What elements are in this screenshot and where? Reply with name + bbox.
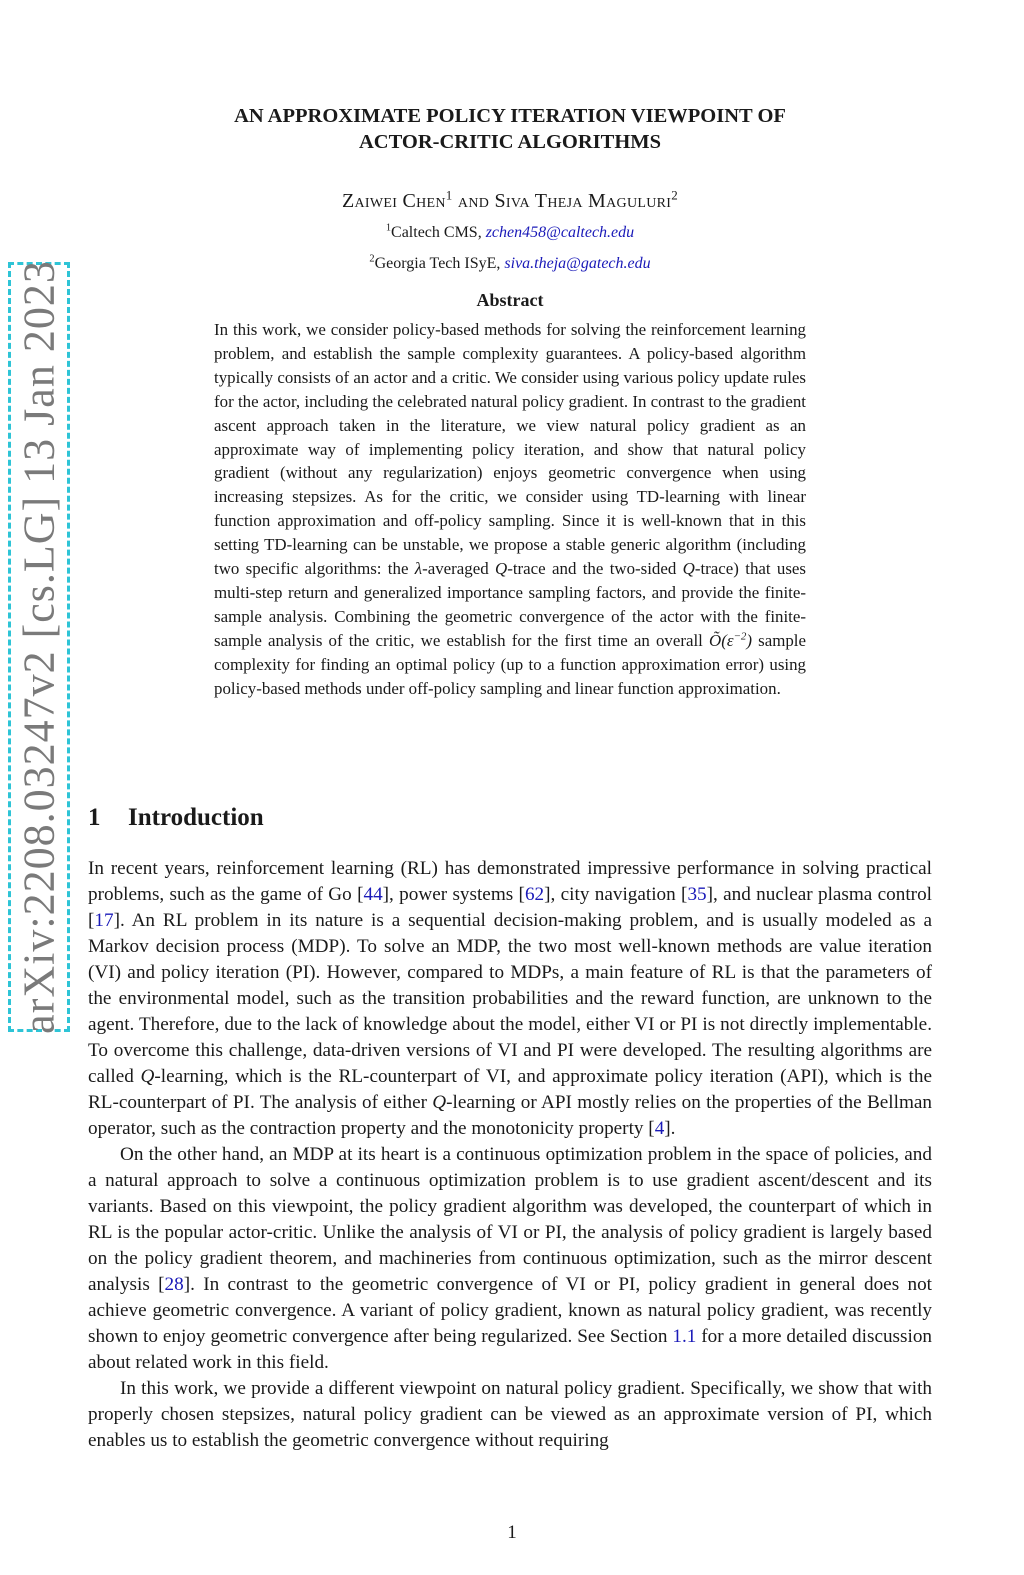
math-complexity-base: Õ(ε [709, 630, 734, 650]
text-run: ]. In contrast to the geometric convergence of VI or PI, policy gradient in general does not achieve geometric convergence. A variant of policy gradient, known as natural policy gradient, was recently shown to enjoy geometric convergence after being regularized. See Section [88, 1274, 932, 1347]
abstract-part: In this work, we consider policy-based methods for solving the reinforcement learning problem, and establish the sample complexity guarantees. A policy-based algorithm typically consists of an actor and a critic. We consider using various policy update rules for the actor, including the celebrated natural policy gradient. In contrast to the gradient ascent approach taken in the literature, we view natural policy gradient as an approximate way of implementing policy iteration, and show that natural policy gradient (without any regularization) enjoys geometric convergence when using increasing stepsizes. As for the critic, we consider using TD-learning with linear function approximation and off-policy sampling. Since it is well-known that in this setting TD-learning can be unstable, we propose a stable generic algorithm (including two specific algorithms: the [214, 320, 806, 579]
citation-link[interactable]: 17 [94, 910, 114, 931]
abstract-heading: Abstract [476, 290, 544, 310]
text-run: -learning, which is the RL-counterpart of VI, and approximate policy iteration (API), which is the RL-counterpart of PI. The analysis of either [88, 1066, 932, 1113]
title-line-2: ACTOR-CRITIC ALGORITHMS [358, 131, 662, 153]
abstract-part: -trace and the two-sided [507, 559, 683, 579]
section-title: Introduction [128, 804, 264, 831]
math-q: Q [140, 1066, 155, 1087]
section-link[interactable]: 1.1 [672, 1326, 697, 1347]
affiliation-1 [150, 224, 870, 242]
citation-link[interactable]: 28 [164, 1274, 184, 1295]
text-run: On the other hand, an MDP at its heart is a continuous optimization problem in the space of policies, and a natural approach to solve a continuous optimization problem is to use gradient ascent/descent and its variants. Based on this viewpoint, the policy gradient algorithm was developed, the counterpart of which in RL is the popular actor-critic. Unlike the analysis of VI or PI, the analysis of policy gradient is largely based on the policy gradient theorem, and machineries from continuous optimization, such as the mirror descent analysis [ [88, 1144, 932, 1295]
text-run: ], and nuclear plasma control [ [88, 884, 932, 931]
paragraph-3: In this work, we provide a different viewpoint on natural policy gradient. Specifically, we show that with properly chosen stepsizes, natural policy gradient can be viewed as an approximate version of PI, which enables us to establish the geometric convergence without requiring [88, 1378, 932, 1451]
math-complexity-exponent: −2 [733, 630, 747, 643]
affiliation-2 [150, 255, 870, 273]
author-2-mark: 2 [671, 187, 679, 203]
paragraph-2 [88, 1142, 932, 1376]
affiliation-1-mark: 1 [385, 222, 392, 234]
math-lambda: λ [414, 559, 423, 579]
citation-link[interactable]: 35 [687, 884, 707, 905]
math-q: Q [432, 1092, 447, 1113]
text-run: -learning or API mostly relies on the properties of the Bellman operator, such as the contraction property and the monotonicity property [ [88, 1092, 932, 1139]
author-1-mark: 1 [445, 187, 453, 203]
math-complexity [709, 631, 752, 650]
text-run: ], power systems [ [382, 884, 525, 905]
author-list [150, 187, 870, 213]
affiliation-1-inst: Caltech CMS, [391, 224, 486, 241]
author-2: Siva Theja Maguluri [494, 190, 672, 212]
text-run: In recent years, reinforcement learning (RL) has demonstrated impressive performance in solving practical problems, such as the game of Go [ [88, 858, 932, 905]
section-heading [88, 804, 264, 832]
title-line-1: AN APPROXIMATE POLICY ITERATION VIEWPOINT OF [234, 105, 786, 127]
author-1: Zaiwei Chen [341, 190, 446, 212]
author-conjunction: and [457, 190, 490, 212]
email-link-1[interactable]: zchen458@caltech.edu [485, 224, 635, 241]
paragraph-1 [88, 856, 932, 1142]
text-run: ]. [664, 1118, 676, 1139]
text-run: ]. An RL problem in its nature is a sequential decision-making problem, and is usually modeled as a Markov decision process (MDP). To solve an MDP, the two most well-known methods are value iteration (VI) and policy iteration (PI). However, compared to MDPs, a main feature of RL is that the parameters of the environmental model, such as the transition probabilities and the reward function, are unknown to the agent. Therefore, due to the lack of knowledge about the model, either VI or PI is not directly implementable. To overcome this challenge, data-driven versions of VI and PI were developed. The resulting algorithms are called [88, 910, 932, 1087]
paper-title [150, 103, 870, 155]
math-q: Q [495, 559, 508, 579]
text-run: ], city navigation [ [544, 884, 688, 905]
abstract-part: -averaged [422, 559, 496, 579]
introduction-body [88, 856, 932, 1454]
arxiv-stamp [8, 262, 70, 1032]
abstract-part: -trace) that uses multi-step return and generalized importance sampling factors, and provide the finite-sample analysis. Combining the geometric convergence of the actor with the finite-sample analysis of the critic, we establish for the first time an overall [214, 559, 807, 650]
math-q: Q [682, 559, 695, 579]
arxiv-identifier: arXiv:2208.03247v2 [cs.LG] 13 Jan 2023 [14, 260, 64, 1034]
citation-link[interactable]: 44 [363, 884, 383, 905]
math-complexity-close: ) [746, 630, 752, 650]
affiliation-2-inst: Georgia Tech ISyE, [374, 255, 505, 272]
abstract-part: sample complexity for finding an optimal policy (up to a function approximation error) using policy-based methods under off-policy sampling and linear function approximation. [214, 630, 806, 698]
text-run: for a more detailed discussion about related work in this field. [88, 1326, 933, 1373]
page-number: 1 [507, 1522, 517, 1543]
abstract-text [214, 318, 806, 701]
section-number: 1 [88, 804, 101, 831]
email-link-2[interactable]: siva.theja@gatech.edu [504, 255, 651, 272]
citation-link[interactable]: 4 [654, 1118, 665, 1139]
citation-link[interactable]: 62 [524, 884, 545, 905]
affiliation-2-mark: 2 [369, 253, 375, 265]
